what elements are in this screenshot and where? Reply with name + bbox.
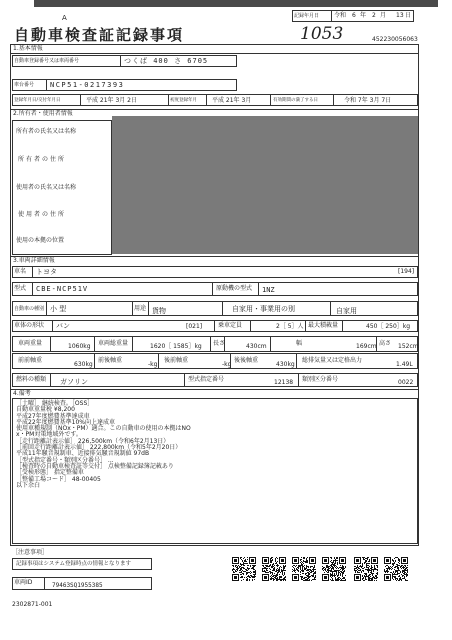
vin-label: 車台番号: [14, 82, 35, 88]
designation-value: 12138: [274, 379, 294, 386]
handwritten-number: 1053: [300, 24, 344, 44]
first-reg-label: 登録年月日/交付年月日: [14, 98, 61, 103]
section3-title: 3.車両詳細情報: [13, 257, 55, 264]
kind-value: 小 型: [50, 305, 67, 313]
front-rear-axle-label: 前後軸重: [98, 357, 123, 364]
qr-code-4-icon: [322, 557, 346, 581]
qr-code-6-icon: [384, 557, 408, 581]
remark-line: 以下余白: [16, 481, 41, 489]
expiry-value: 令和 7年 3月 7日: [344, 97, 392, 104]
record-date-era: 令和: [334, 12, 347, 19]
designation-label: 型式指定番号: [188, 376, 225, 383]
remark-line: 使用車種規制（NOx・PM）適合。この自動車の使用の本拠はNO: [16, 425, 191, 433]
body-code: [021]: [186, 323, 203, 330]
use-value: 貨物: [152, 307, 166, 315]
height-label: 高さ: [379, 340, 392, 347]
engine-value: 1NZ: [262, 286, 275, 294]
length-value: 430cm: [246, 343, 267, 350]
model-label: 型式: [14, 285, 27, 292]
capacity-value: 2［ 5］人: [276, 323, 304, 330]
weight-value: 1060kg: [68, 343, 91, 350]
top-redaction-bar: [34, 0, 438, 7]
remark-line: 平成11年騒音規制車、近接排気騒音規制値 97dB: [16, 450, 150, 458]
vehicle-id-value: 79463SQ1955385: [52, 582, 103, 589]
width-value: 169cm: [356, 343, 377, 350]
class-value: 0022: [398, 379, 414, 386]
record-date-label: 記録年月日: [294, 13, 320, 19]
width-label: 幅: [296, 340, 303, 347]
height-value: 152cm: [398, 343, 419, 350]
notes-title: ［注意事項］: [12, 549, 49, 556]
rear-rear-axle-label: 後後軸重: [234, 357, 259, 364]
remark-line: ［整備工場コード］ 48-00405: [16, 475, 101, 483]
maxload-value: 450［ 250］kg: [366, 323, 411, 330]
remark-line: ［受検形態］ 指定整備車: [16, 469, 84, 477]
user-name-label: 使用者の氏名又は名称: [16, 184, 77, 191]
gross-label: 車両総重量: [98, 340, 129, 347]
user-address-label: 使用者の住所: [18, 211, 67, 218]
notes-text: 記録事項はシステム登録時点の情報となります: [16, 561, 131, 567]
remark-line: ［走行距離計表示値］ 226,500km（令和6年2月13日）: [16, 437, 170, 445]
length-label: 長さ: [213, 340, 226, 347]
fuel-label: 燃料の種類: [16, 376, 47, 383]
class-label: 類別区分番号: [302, 376, 339, 383]
kind-label: 自動車の種別: [14, 306, 45, 312]
displacement-value: 1.49L: [396, 361, 413, 368]
day-unit: 日: [405, 12, 412, 19]
fuel-value: ガソリン: [60, 378, 88, 386]
maker-row: [12, 266, 418, 278]
qr-code-1-icon: [232, 557, 256, 581]
rear-rear-axle-value: 430kg: [276, 361, 295, 368]
remark-line: ［型式指定番号・類別区分番号］ ...: [16, 456, 114, 464]
remark-line: x・PM対策地域外です。: [16, 431, 82, 439]
base-location-label: 使用の本拠の位置: [16, 237, 65, 244]
section2-title: 2.所有者・使用者情報: [13, 110, 73, 117]
rear-front-axle-value: -kg: [222, 361, 232, 368]
body-row: [12, 320, 418, 332]
capacity-label: 乗車定員: [218, 322, 243, 329]
owner-info-redaction: [112, 116, 418, 254]
first-reg-value: 平成 21年 3月 2日: [86, 97, 137, 104]
use-label: 用途: [134, 305, 147, 312]
month-unit: 月: [380, 12, 387, 19]
vehicle-id-label: 車両ID: [14, 579, 33, 586]
letter-a: A: [62, 14, 67, 22]
purpose-value: 自家用: [336, 307, 357, 315]
front-front-axle-label: 前前軸重: [18, 357, 43, 364]
remarks-list: [16, 401, 191, 489]
model-value: CBE-NCP51V: [36, 285, 89, 293]
remark-line: 自動車重量税 ¥8,200: [16, 406, 75, 414]
remark-line: 平成27年度燃費基準達成車: [16, 412, 90, 420]
first-year-value: 平成 21年 3月: [212, 97, 252, 104]
owner-name-label: 所有者の氏名又は名称: [16, 128, 77, 135]
reg-number-value: つくば 400 さ 6705: [124, 57, 209, 65]
record-date-year: 6: [352, 12, 356, 19]
weight-label: 車両重量: [18, 340, 43, 347]
rear-front-axle-label: 後前軸重: [164, 357, 189, 364]
maker-value: トヨタ: [36, 268, 57, 276]
document-title: 自動車検査証記録事項: [14, 26, 185, 44]
record-date-day: 13: [396, 12, 404, 19]
bottom-code: 2302871-001: [12, 601, 53, 608]
record-date-month: 2: [372, 12, 376, 19]
first-year-label: 初度登録年月: [170, 98, 197, 103]
engine-label: 原動機の型式: [216, 285, 253, 292]
kind-row: [12, 301, 418, 316]
qr-code-2-icon: [262, 557, 286, 581]
vin-value: NCP51-0217393: [50, 81, 125, 89]
body-value: バン: [56, 322, 70, 330]
year-unit: 年: [360, 12, 367, 19]
maker-code: [194]: [398, 268, 415, 275]
maker-label: 車名: [14, 268, 27, 275]
remark-line: 平成22年度燃費基準10%向上達成車: [16, 418, 115, 426]
front-rear-axle-value: -kg: [148, 361, 158, 368]
section4-title: 4.備考: [13, 390, 31, 397]
reg-number-label: 自動車登録番号又は車両番号: [14, 58, 80, 64]
qr-code-5-icon: [354, 557, 378, 581]
displacement-label: 総排気量又は定格出力: [302, 357, 363, 364]
remark-line: ［土曜］ 継続検査。［OSS］: [16, 400, 94, 407]
gross-value: 1620［ 1585］kg: [150, 343, 202, 350]
front-front-axle-value: 630kg: [74, 361, 93, 368]
body-label: 車体の形状: [14, 322, 45, 329]
expiry-label: 有効期間の満了する日: [273, 98, 318, 103]
remark-line: ［検査時の自動車検査証等交付］ 点検整備記録簿記載あり: [16, 462, 174, 470]
purpose-label: 自家用・事業用の別: [232, 305, 295, 313]
remark-line: ［前回走行距離計表示値］ 222,800km（令和5年2月20日）: [16, 444, 182, 452]
owner-address-label: 所有者の住所: [18, 156, 67, 163]
section1-title: 1.基本情報: [13, 45, 43, 52]
qr-code-3-icon: [292, 557, 316, 581]
document-number: 452230056063: [372, 36, 418, 43]
maxload-label: 最大積載量: [308, 322, 339, 329]
